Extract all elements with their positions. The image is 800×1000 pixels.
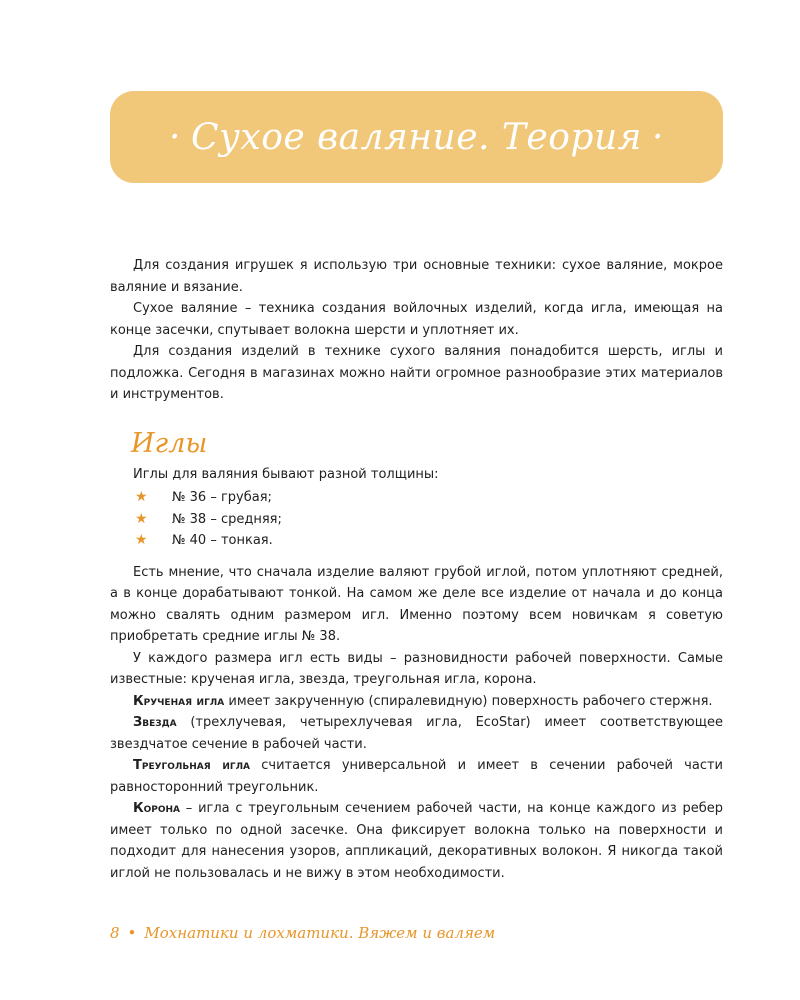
needles-paragraph-1: Есть мнение, что сначала изделие валяют грубой иглой, потом уплотняют средней, а в конце дорабатывают тонкой. На самом же деле все изделие от начала и до конца можно свалять одним размером игл. Именно поэтому всем новичкам я советую приобретать средние иглы № 38. [110,564,723,644]
needle-size-36: № 36 – грубая; [172,490,272,505]
list-item [110,509,723,531]
desc-crown: – игла с треугольным сечением рабочей части, на конце каждого из ребер имеет только по одной засечке. Она фиксирует волокна только на поверхности и подходит для нанесения узоров, аппликаций, декоративных волокон. Я никогда такой иглой не пользовалась и не вижу в этом необходимости. [110,801,723,881]
needle-size-list [110,487,723,552]
title-dot-right: · [651,116,664,158]
intro-paragraph-3: Для создания изделий в технике сухого валяния понадобится шерсть, иглы и подложка. Сегодня в магазинах можно найти огромное разнообразие этих материалов и инструментов. [110,344,723,402]
star-icon: ★ [135,532,148,548]
desc-star: (трехлучевая, четырехлучевая игла, EcoStar) имеет соответствующее звездчатое сечение в рабочей части. [110,715,723,752]
chapter-title-banner [110,91,723,183]
needle-type-star [110,712,723,755]
footer-separator: • [127,924,137,942]
chapter-title-text: Сухое валяние. Теория [191,116,642,158]
needles-paragraph-2: У каждого размера игл есть виды – разновидности рабочей поверхности. Самые известные: крученая игла, звезда, треугольная игла, корона. [110,650,723,687]
intro-paragraph-2: Сухое валяние – техника создания войлочных изделий, когда игла, имеющая на конце засечки, спутывает волокна шерсти и уплотняет их. [110,301,723,338]
title-dot-left: · [169,116,181,158]
desc-triangle: считается универсальной и имеет в сечении рабочей части равносторонний треугольник. [110,758,723,795]
desc-twisted: имеет закрученную (спиралевидную) поверхность рабочего стержня. [224,693,713,709]
term-star: Звезда [133,715,177,730]
needle-size-40: № 40 – тонкая. [172,533,273,548]
term-crown: Корона [133,801,181,816]
page-footer [110,924,495,942]
list-item [110,487,723,509]
page-content [110,255,723,884]
term-triangle: Треугольная игла [133,758,251,773]
term-twisted: Крученая игла [133,693,225,709]
star-icon: ★ [135,510,148,527]
needle-type-crown [110,798,723,884]
intro-paragraph-1: Для создания игрушек я использую три основные техники: сухое валяние, мокрое валяние и вязание. [110,258,723,295]
page-number: 8 [110,924,120,942]
section-heading-needles: Иглы [131,427,208,459]
needle-type-twisted [110,691,723,713]
needle-type-triangle [110,755,723,798]
needle-size-38: № 38 – средняя; [172,511,282,527]
chapter-title [159,117,674,158]
book-title: Мохнатики и лохматики. Вяжем и валяем [144,924,496,942]
needles-lead: Иглы для валяния бывают разной толщины: [133,466,439,482]
star-icon: ★ [135,489,148,505]
list-item [110,530,723,552]
